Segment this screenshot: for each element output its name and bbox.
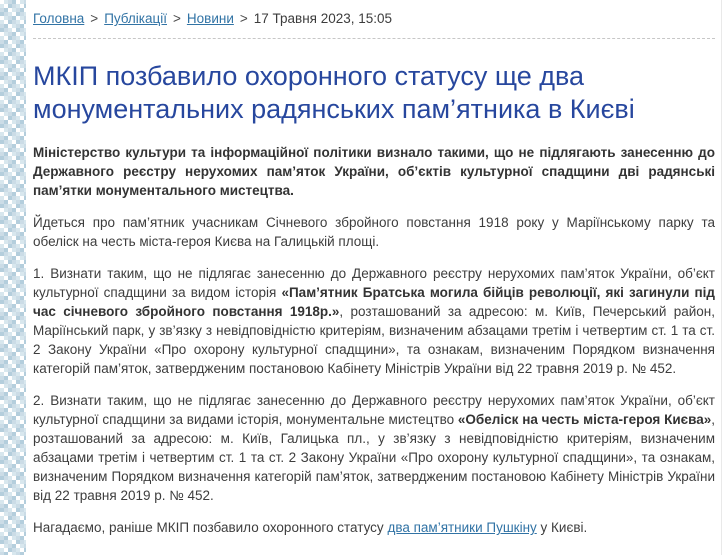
paragraph-text: , розташований за адресою: м. Київ, Галицька пл., у зв’язку з невідповідністю критеріям, визначеним абзацами третім і четвертим ст. 1 та ст. 2 Закону України «Про охорону культурної спадщини», та ознакам, визначеним Порядком визначення категорій пам’яток, затвердженим постановою Кабінету Міністрів України від 22 травня 2019 р. № 452. xyxy=(33,412,715,503)
breadcrumb-link-publications[interactable]: Публікації xyxy=(104,11,167,26)
dashed-divider xyxy=(33,38,715,39)
article-paragraph xyxy=(33,213,715,251)
breadcrumb-separator: > xyxy=(173,11,181,26)
paragraph-text: Йдеться про пам’ятник учасникам Січневого збройного повстання 1918 року у Маріїнському парку та обеліск на честь міста-героя Києва на Галицькій площі. xyxy=(33,215,715,249)
article-paragraph xyxy=(33,264,715,378)
article-paragraph xyxy=(33,518,715,537)
pushkin-monuments-link[interactable]: два пам’ятники Пушкіну xyxy=(387,520,537,535)
breadcrumb-link-news[interactable]: Новини xyxy=(186,11,234,26)
article-body xyxy=(33,213,715,537)
article-date: 17 Травня 2023, 15:05 xyxy=(253,11,393,26)
article-paragraph xyxy=(33,391,715,505)
bold-text: «Пам’ятник Братська могила бійців революції, які загинули під час січневого збройного повстання 1918р.» xyxy=(33,285,715,319)
decorative-side-pattern xyxy=(0,0,26,555)
bold-text: «Обеліск на честь міста-героя Києва» xyxy=(457,412,712,427)
breadcrumb-separator: > xyxy=(239,11,248,26)
paragraph-text: Нагадаємо, раніше МКІП позбавило охоронного статусу xyxy=(33,520,388,535)
breadcrumb-link-home[interactable]: Головна xyxy=(33,11,85,26)
breadcrumb-separator: > xyxy=(90,11,99,26)
breadcrumb xyxy=(33,0,715,26)
article-lead: Міністерство культури та інформаційної політики визнало такими, що не підлягають занесенню до Державного реєстру нерухомих пам’яток України, об’єктів культурної спадщини дві радянські пам’ятки монументального мистецтва. xyxy=(33,145,715,198)
paragraph-text: у Києві. xyxy=(536,520,588,535)
paragraph-text: 1. Визнати таким, що не підлягає занесенню до Державного реєстру нерухомих пам’яток України, об’єкт культурної спадщини за видом історія xyxy=(33,266,715,300)
paragraph-text: 2. Визнати таким, що не підлягає занесенню до Державного реєстру нерухомих пам’яток України, об’єкт культурної спадщини за видами історія, монументальне мистецтво xyxy=(33,393,715,427)
paragraph-text: , розташований за адресою: м. Київ, Печерський район, Маріїнський парк, у зв’язку з невідповідністю критеріям, визначеним абзацами третім і четвертим ст. 1 та ст. 2 Закону України «Про охорону культурної спадщини», та ознакам, визначеним Порядком визначення категорій пам’яток, затвердженим постановою Кабінету Міністрів України від 22 травня 2019 р. № 452. xyxy=(33,304,715,376)
article-content-area xyxy=(33,0,722,555)
article-title: МКІП позбавило охоронного статусу ще два монументальних радянських пам’ятника в Києві xyxy=(33,61,635,124)
